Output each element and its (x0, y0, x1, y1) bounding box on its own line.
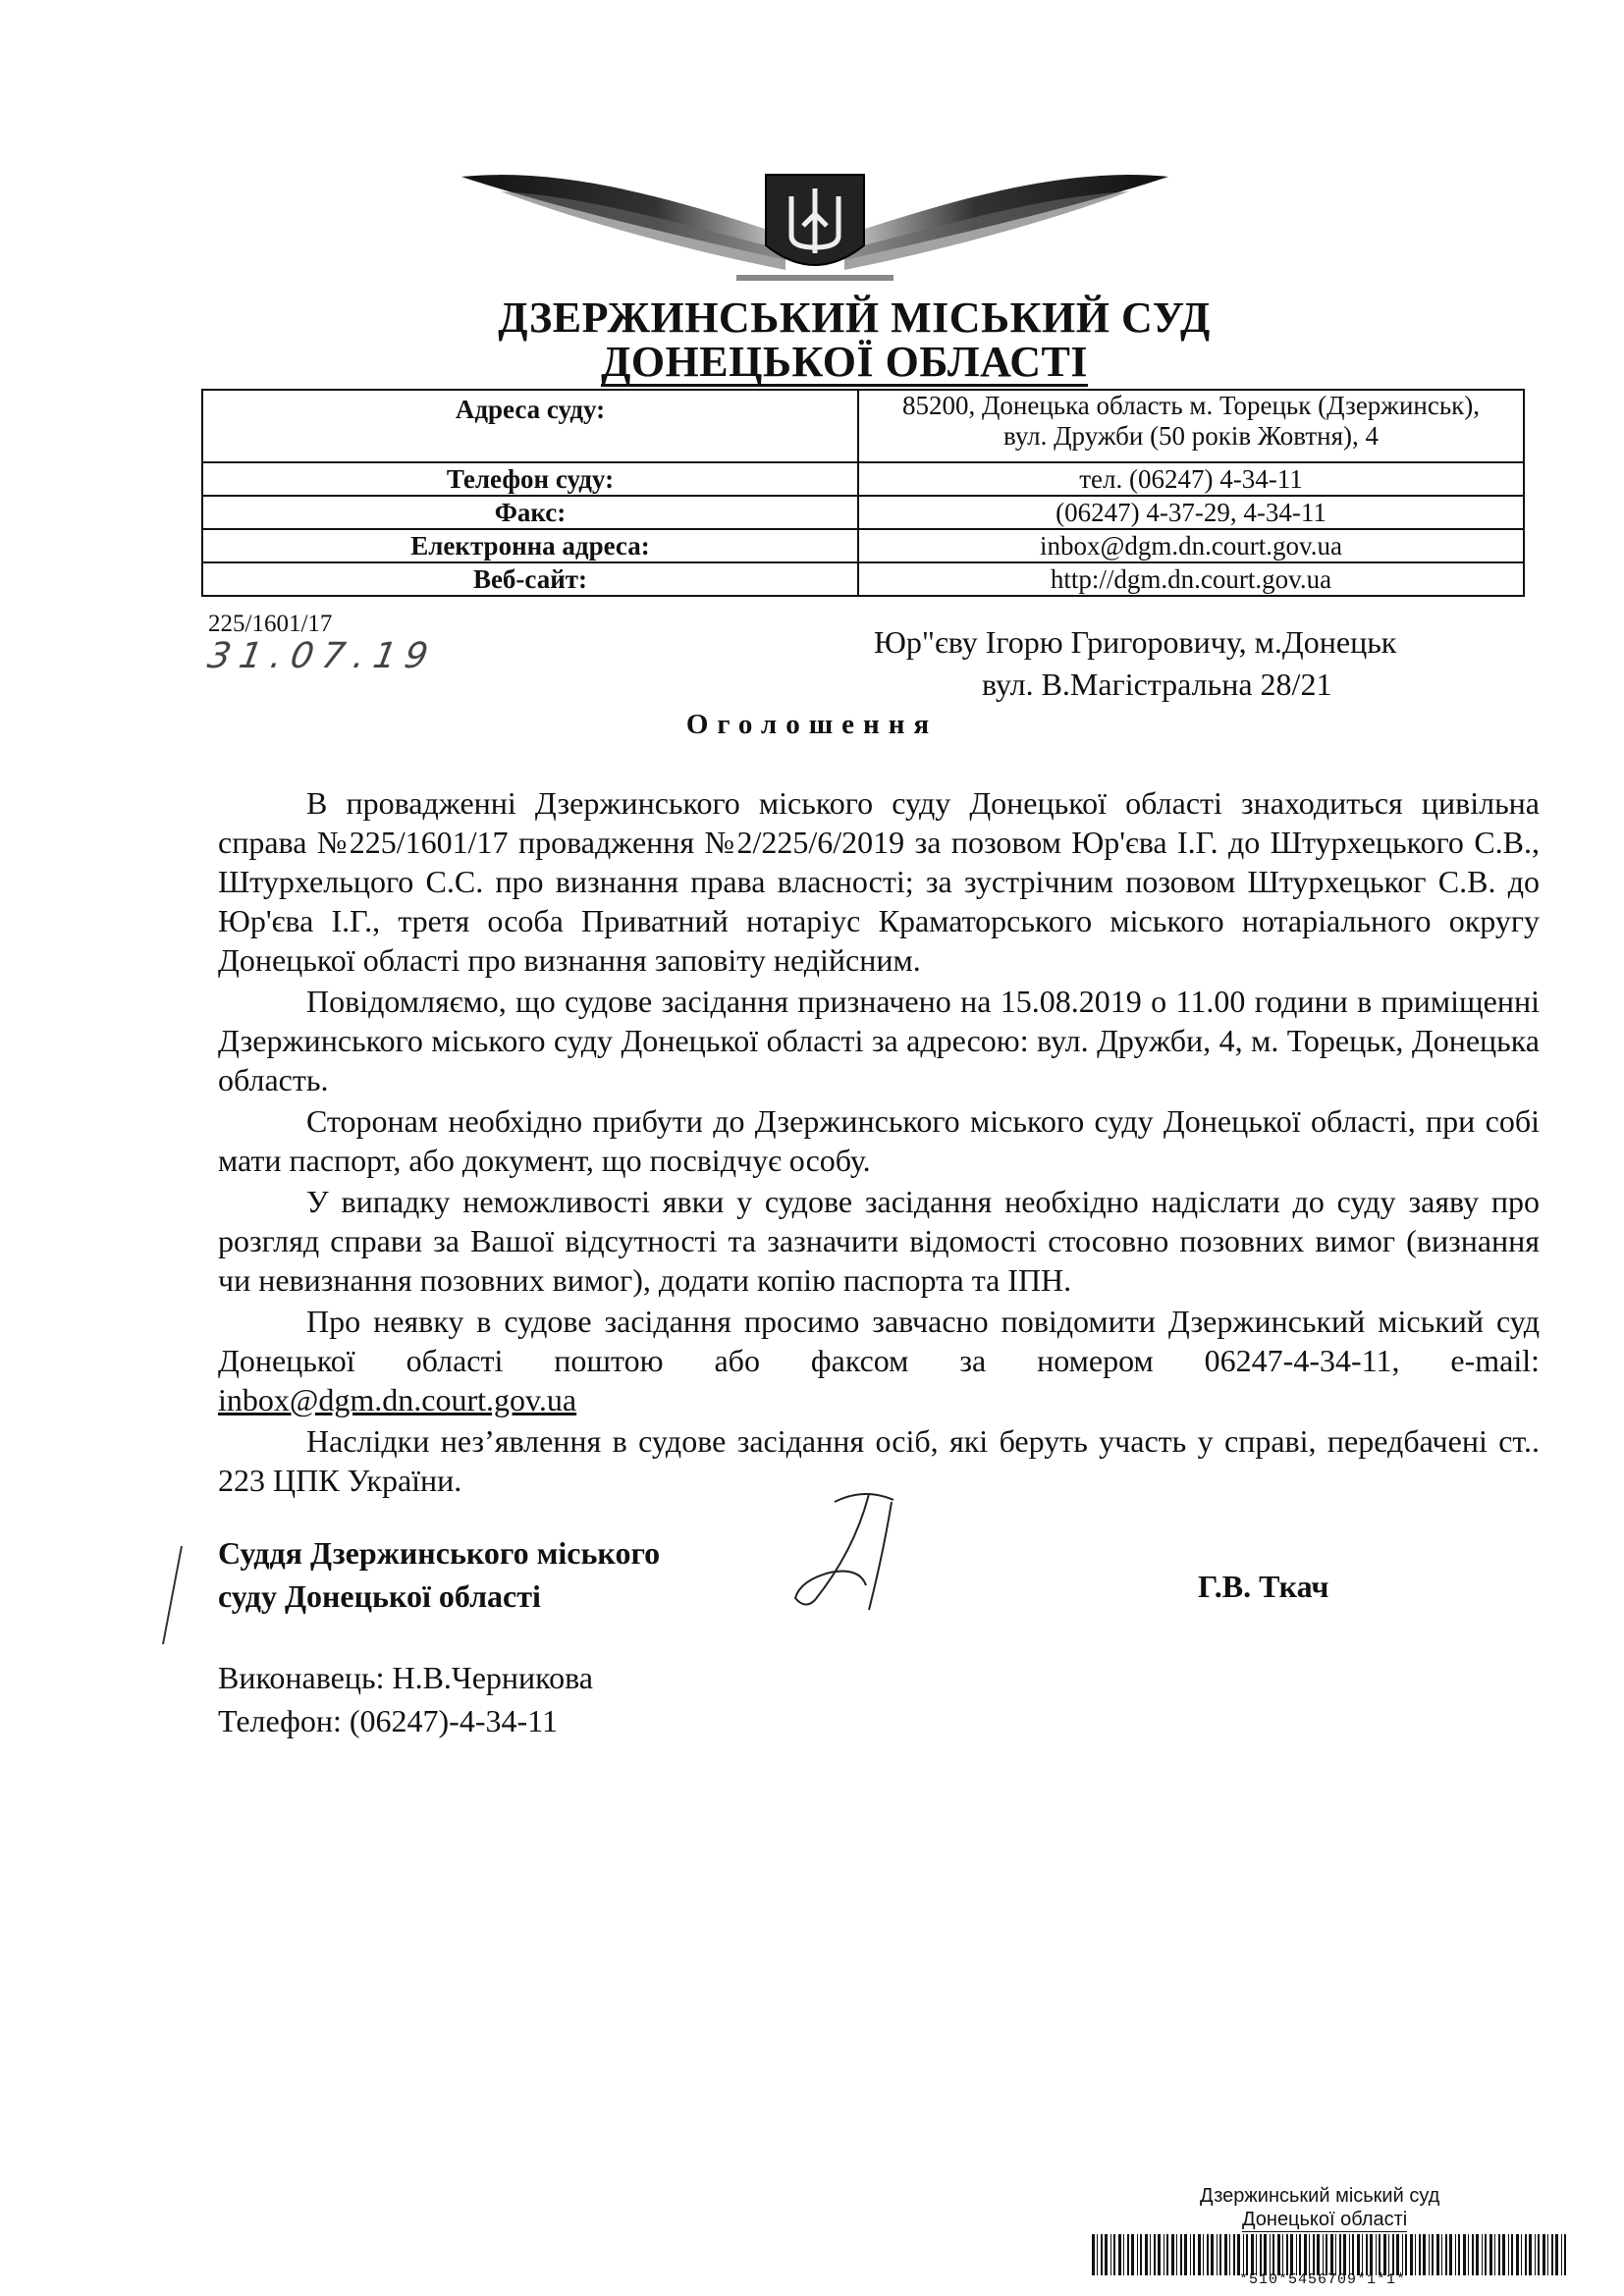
barcode-number: *510*5456709*1*1* (1239, 2271, 1407, 2288)
email-row (202, 529, 1524, 562)
court-name-line1: ДЗЕРЖИНСЬКИЙ МІСЬКИЙ СУД (498, 294, 1211, 342)
fax-row (202, 496, 1524, 529)
case-reference-number: 225/1601/17 (208, 611, 333, 637)
court-emblem-trident-icon (442, 137, 1188, 285)
court-contacts-table (201, 389, 1525, 597)
stamp-court-name: Дзержинський міський суд (1200, 2185, 1440, 2207)
body-paragraph-case: В провадженні Дзержинського міського суду Донецької області знаходиться цивільна справа №225/1601/17 провадження №2/225/6/2019 за позовом Юр'єва І.Г. до Штурхецького С.В., Штурхельцого С.С. про визнання права власності; за зустрічним позовом Штурхецьког С.В. до Юр'єва І.Г., третя особа Приватний нотаріус Краматорського міського нотаріального округу Донецької області про визнання заповіту недійсним. (218, 785, 1540, 978)
executor-name: Виконавець: Н.В.Черникова (218, 1660, 593, 1695)
body-paragraph-consequences: Наслідки нез’явлення в судове засідання осіб, які беруть участь у справі, передбачені ст.. 223 ЦПК України. (218, 1423, 1540, 1498)
address-label: Адреса суду: (202, 390, 858, 462)
email-value[interactable]: inbox@dgm.dn.court.gov.ua (858, 529, 1524, 562)
document-type-heading: Оголошення (685, 709, 939, 740)
recipient-name: Юр"єву Ігорю Григоровичу, м.Донецьк (874, 624, 1397, 660)
body-paragraph-notify (218, 1302, 1540, 1419)
website-label: Веб-сайт: (202, 562, 858, 596)
executor-block (218, 1656, 593, 1742)
email-label: Електронна адреса: (202, 529, 858, 562)
executor-phone: Телефон: (06247)-4-34-11 (218, 1703, 558, 1738)
body-paragraph-absence: У випадку неможливості явки у судове засідання необхідно надіслати до суду заяву про розгляд справи за Вашої відсутності та зазначити відомості стосовно позовних вимог (визнання чи невизнання позовних вимог), додати копію паспорта та ІПН. (218, 1184, 1540, 1298)
address-row (202, 390, 1524, 462)
fax-label: Факс: (202, 496, 858, 529)
body-paragraph-hearing: Повідомляємо, що судове засідання призначено на 15.08.2019 о 11.00 години в приміщенні Дзержинського міського суду Донецької області за адресою: вул. Дружби, 4, м. Торецьк, Донецька область. (218, 984, 1540, 1097)
notify-text: Про неявку в судове засідання просимо завчасно повідомити Дзержинський міський суд Донецької області поштою або факсом за номером 06247-4-34-11, e-mail: (218, 1304, 1540, 1378)
court-name-line2: ДОНЕЦЬКОЇ ОБЛАСТІ (601, 338, 1088, 386)
stamp-region: Донецької області (1242, 2209, 1408, 2230)
judge-title-line2: суду Донецької області (218, 1578, 541, 1614)
barcode-icon (1092, 2234, 1569, 2275)
fax-value: (06247) 4-37-29, 4-34-11 (858, 496, 1524, 529)
address-value (858, 390, 1524, 462)
phone-row (202, 462, 1524, 496)
body-paragraph-documents: Сторонам необхідно прибути до Дзержинського міського суду Донецької області, при собі мати паспорт, або документ, що посвідчує особу. (218, 1103, 1540, 1178)
phone-label: Телефон суду: (202, 462, 858, 496)
judge-title-line1: Суддя Дзержинського міського (218, 1535, 661, 1571)
phone-value: тел. (06247) 4-34-11 (858, 462, 1524, 496)
notify-email-link[interactable]: inbox@dgm.dn.court.gov.ua (218, 1382, 577, 1417)
margin-pen-mark (157, 1541, 187, 1649)
judge-signature (776, 1482, 972, 1620)
handwritten-date: 31.07.19 (204, 636, 440, 676)
address-line2: вул. Дружби (50 років Жовтня), 4 (1003, 421, 1379, 451)
judge-title (218, 1531, 660, 1618)
judge-name: Г.В. Ткач (1198, 1569, 1329, 1604)
announcement-body (218, 783, 1540, 1502)
recipient-address: вул. В.Магістральна 28/21 (982, 667, 1332, 702)
website-row (202, 562, 1524, 596)
address-line1: 85200, Донецька область м. Торецьк (Дзержинськ), (901, 391, 1481, 420)
website-value[interactable]: http://dgm.dn.court.gov.ua (858, 562, 1524, 596)
